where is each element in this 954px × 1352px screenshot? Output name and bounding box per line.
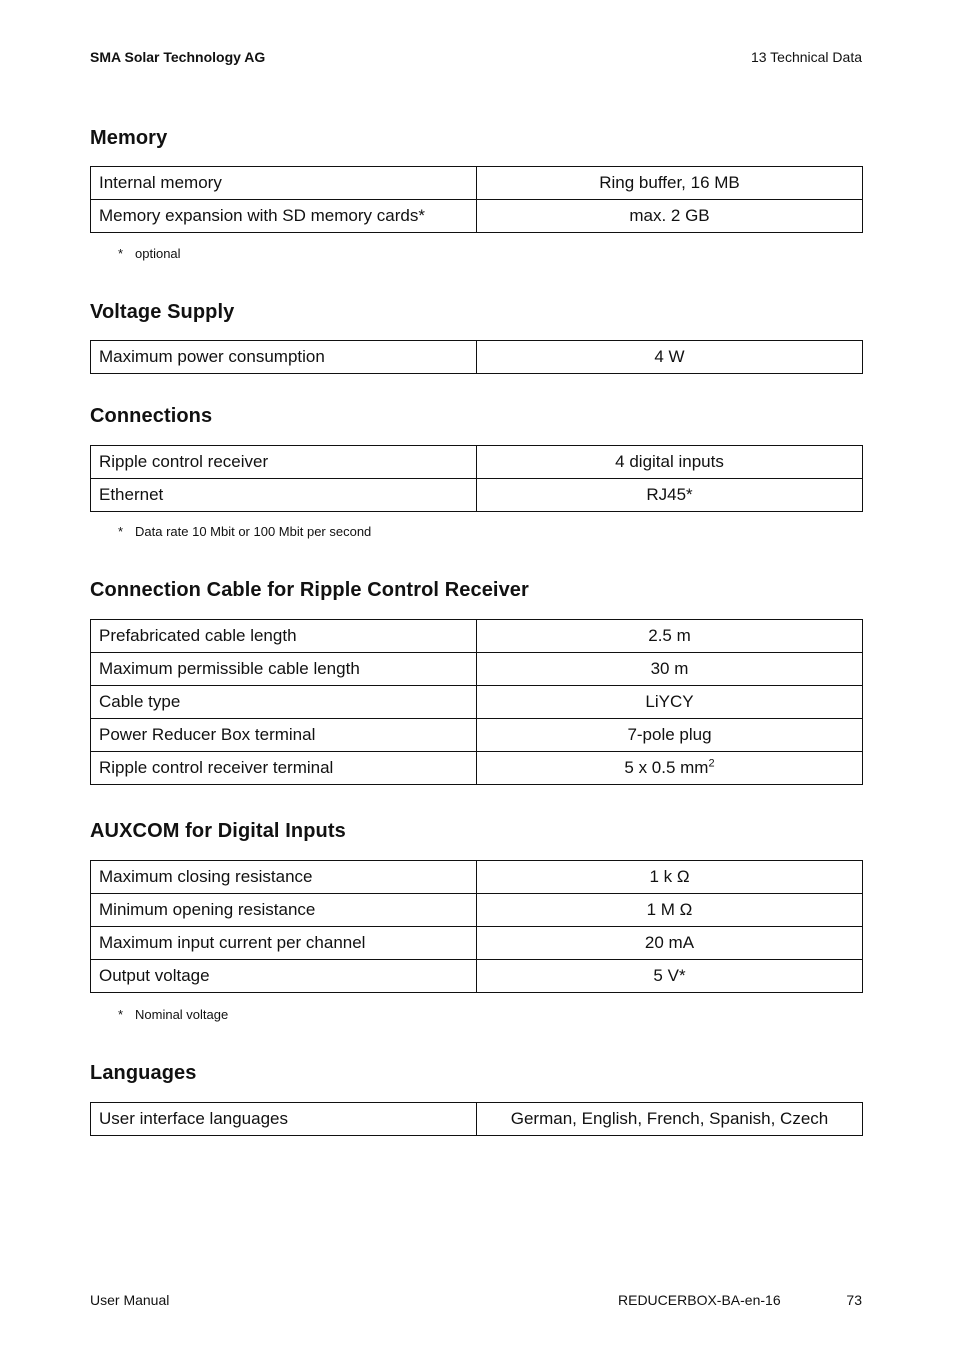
row-value: 5 V* [477,960,863,993]
section-title-languages: Languages [90,1062,197,1084]
table-row [91,686,863,719]
footer-manual: User Manual [90,1292,170,1308]
row-value: 30 m [477,653,863,686]
footnote-connections [118,524,371,539]
footnote-text: Data rate 10 Mbit or 100 Mbit per second [135,524,372,539]
table-row [91,167,863,200]
footnote-mark: * [118,246,124,261]
header-chapter: 13 Technical Data [750,49,862,65]
footnote-text: Nominal voltage [135,1007,229,1022]
auxcom-table [90,860,863,993]
row-label: Ethernet [91,479,477,512]
row-label: Minimum opening resistance [91,894,477,927]
table-row [91,446,863,479]
row-value: 20 mA [477,927,863,960]
table-row [91,752,863,785]
row-label: Output voltage [91,960,477,993]
footnote-mark: * [118,1007,124,1022]
row-label: Maximum closing resistance [91,861,477,894]
footer-doc-code: REDUCERBOX-BA-en-16 [618,1292,781,1308]
row-value: LiYCY [477,686,863,719]
footnote-mark: * [118,524,124,539]
cable-table [90,619,863,785]
table-row [91,719,863,752]
languages-table [90,1102,863,1136]
row-value-text: 5 x 0.5 mm [624,758,709,777]
row-value: German, English, French, Spanish, Czech [477,1103,863,1136]
row-label: Ripple control receiver terminal [91,752,477,785]
table-row [91,341,863,374]
table-row [91,200,863,233]
row-value: 1 k Ω [477,861,863,894]
section-title-connections: Connections [90,405,213,427]
header-company: SMA Solar Technology AG [90,49,266,65]
memory-table [90,166,863,233]
section-title-cable: Connection Cable for Ripple Control Receiver [90,579,529,601]
voltage-supply-table [90,340,863,374]
table-row [91,927,863,960]
table-row [91,861,863,894]
table-row [91,1103,863,1136]
footnote-memory [118,246,181,261]
table-row [91,479,863,512]
table-row [91,960,863,993]
row-label: Power Reducer Box terminal [91,719,477,752]
table-row [91,620,863,653]
footnote-auxcom [118,1007,228,1022]
row-label: Maximum input current per channel [91,927,477,960]
table-row [91,653,863,686]
connections-table [90,445,863,512]
row-value: RJ45* [477,479,863,512]
section-title-memory: Memory [90,127,168,149]
row-label: Internal memory [91,167,477,200]
row-value: 4 W [477,341,863,374]
table-row [91,894,863,927]
row-label: Maximum permissible cable length [91,653,477,686]
row-label: Prefabricated cable length [91,620,477,653]
row-value: 4 digital inputs [477,446,863,479]
row-value: 2.5 m [477,620,863,653]
row-value [477,752,863,785]
section-title-voltage-supply: Voltage Supply [90,301,235,323]
row-label: Maximum power consumption [91,341,477,374]
row-value: max. 2 GB [477,200,863,233]
row-value: 1 M Ω [477,894,863,927]
superscript-exponent: 2 [708,757,715,770]
row-value: Ring buffer, 16 MB [477,167,863,200]
footer-page-number: 73 [846,1292,862,1308]
row-label: Cable type [91,686,477,719]
row-label: User interface languages [91,1103,477,1136]
section-title-auxcom: AUXCOM for Digital Inputs [90,820,346,842]
row-label: Ripple control receiver [91,446,477,479]
footnote-text: optional [135,246,181,261]
row-label: Memory expansion with SD memory cards* [91,200,477,233]
row-value: 7-pole plug [477,719,863,752]
